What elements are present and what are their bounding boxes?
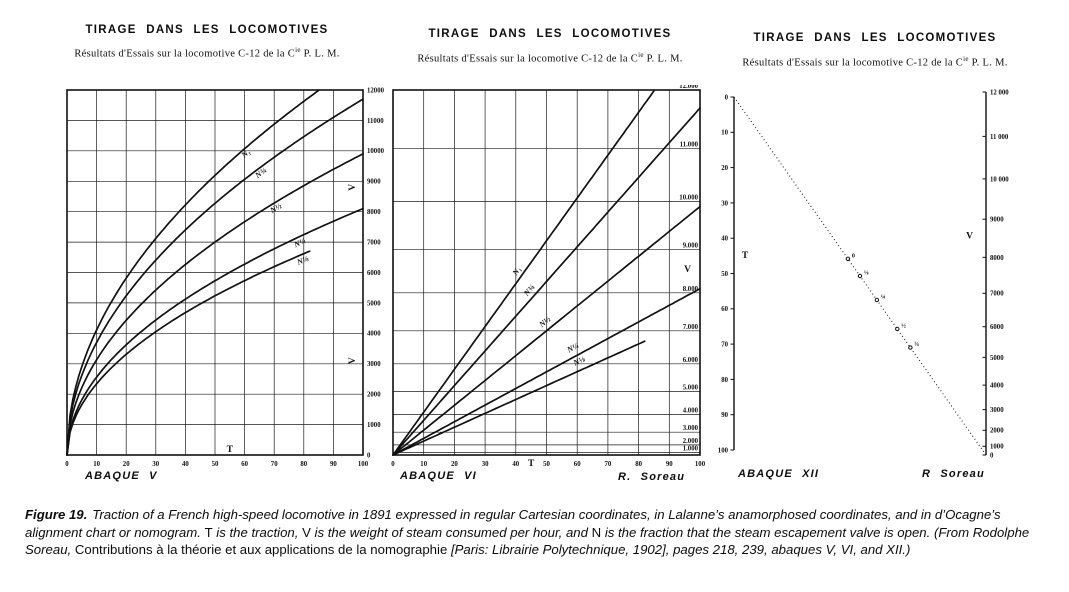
series-label: N¾ (522, 282, 537, 298)
v-tick-label: 0 (990, 452, 994, 460)
v-tick-label: 5000 (990, 354, 1004, 362)
y-tick-label: 10000 (367, 148, 384, 156)
isopleth-point (896, 327, 899, 330)
caption-segment: [Paris: Librairie Polytechnique, 1902], pages 218, 239, abaques V, VI, and XII.) (450, 542, 911, 558)
panel2-subtitle-post: P. L. M. (643, 53, 683, 65)
series-label: N¼ (292, 236, 307, 250)
panel1-subtitle-sup: ie (295, 46, 301, 54)
t-tick-label: 100 (717, 447, 728, 455)
x-axis-label: T (226, 445, 233, 455)
x-tick-label: 40 (182, 461, 189, 468)
x-tick-label: 100 (357, 461, 369, 468)
panel3-footer-label: ABAQUE XII (738, 468, 820, 480)
panel2-subtitle-pre: Résultats d'Essais sur la locomotive C-12 de la C (417, 53, 639, 65)
series-label: N⅛ (295, 253, 311, 267)
t-tick-label: 30 (721, 200, 728, 208)
x-tick-label: 90 (665, 461, 673, 468)
panel1-subtitle-pre: Résultats d'Essais sur la locomotive C-12 de la C (74, 48, 296, 60)
caption-segment: N (591, 524, 602, 540)
series-curve (393, 341, 645, 455)
x-tick-label: 0 (391, 461, 395, 468)
panel1-subtitle (74, 46, 339, 60)
x-tick-label: 60 (241, 461, 248, 468)
panel2-subtitle (417, 51, 682, 65)
isopleth-point (875, 298, 878, 301)
y-tick-label: 2.000 (682, 437, 698, 445)
caption-segment: T (204, 524, 213, 540)
series-label: N₁ (510, 264, 524, 278)
y-tick-label: 4000 (367, 330, 381, 338)
y-tick-label: 10.000 (679, 194, 698, 202)
isopleth-point (846, 257, 849, 260)
caption-segment: Traction of a French high-speed locomotive in 1891 expressed in regular Cartesian coordinates, in Lalanne’s anamorphosed coordinates, and in d’Ocagne’s alignment chart or nomogram. (25, 507, 1001, 540)
series-curve (393, 91, 654, 455)
isopleth-point-label: ¼ (880, 293, 886, 301)
series-label: N₁ (239, 147, 253, 160)
y-tick-label: 4.000 (682, 407, 698, 415)
t-tick-label: 60 (721, 306, 728, 314)
v-tick-label: 4000 (990, 382, 1004, 390)
t-tick-label: 90 (721, 412, 728, 420)
panel1-subtitle-post: P. L. M. (300, 48, 340, 60)
x-tick-label: 30 (152, 461, 160, 468)
v-tick-label: 8000 (990, 254, 1004, 262)
panel1-title: TIRAGE DANS LES LOCOMOTIVES (85, 24, 329, 36)
y-tick-label: 0 (367, 452, 371, 460)
t-tick-label: 40 (721, 235, 728, 243)
panel3-author-label: R Soreau (922, 468, 985, 480)
y-tick-label: 6000 (367, 269, 381, 277)
y-tick-label: 6.000 (682, 356, 698, 364)
y-tick-label: 12000 (367, 87, 384, 95)
y-tick-label: 3000 (367, 361, 381, 369)
caption-segment: V (302, 524, 311, 540)
panel3-subtitle-post: P. L. M. (968, 57, 1008, 69)
y-tick-label: 9.000 (682, 242, 698, 250)
y-tick-label: 12.000 (679, 85, 698, 90)
y-tick-label: 11000 (367, 117, 384, 125)
t-tick-label: 0 (724, 94, 728, 102)
panel3-title: TIRAGE DANS LES LOCOMOTIVES (753, 32, 997, 44)
caption-segment: is the weight of steam consumed per hour, and (310, 524, 592, 540)
x-tick-label: 20 (122, 461, 130, 468)
isopleth-point-label: 0 (851, 252, 855, 260)
caption-segment: is the fraction that the steam escapement valve is open. (From Rodolphe Soreau, (25, 524, 1030, 558)
y-tick-label: 8.000 (682, 285, 698, 293)
x-tick-label: 70 (270, 461, 278, 468)
caption-segment: Figure 19. (25, 507, 88, 522)
panel2-subtitle-sup: ie (638, 51, 644, 59)
v-tick-label: 6000 (990, 324, 1004, 332)
isopleth-point (909, 346, 912, 349)
chart-abaque-vi (385, 85, 715, 485)
chart-abaque-xii (715, 85, 1060, 485)
v-tick-label: 11 000 (990, 133, 1009, 141)
y-axis-label: V (684, 264, 691, 275)
panel2-footer-label: ABAQUE VI (400, 470, 477, 482)
v-axis-label: V (966, 231, 973, 242)
y-axis-label: V (348, 183, 358, 191)
x-tick-label: 80 (300, 461, 308, 468)
caption-segment: is the traction, (212, 524, 303, 540)
x-tick-label: 20 (451, 461, 458, 468)
x-tick-label: 40 (512, 461, 520, 468)
x-tick-label: 50 (543, 461, 550, 468)
isopleth-point (858, 274, 861, 277)
v-tick-label: 10 000 (990, 176, 1009, 184)
x-tick-label: 80 (635, 461, 642, 468)
x-tick-label: 70 (604, 461, 612, 468)
y-tick-label: 1.000 (682, 445, 698, 453)
isopleth-point-label: ½ (901, 322, 906, 330)
x-tick-label: 10 (420, 461, 428, 468)
t-axis-label: T (741, 251, 749, 261)
y-tick-label: 11.000 (679, 141, 698, 149)
panel1-footer-label: ABAQUE V (85, 470, 158, 482)
chart-abaque-v (30, 85, 390, 485)
x-tick-label: 90 (330, 461, 337, 468)
panel3-subtitle (742, 55, 1007, 69)
y-tick-label: 5.000 (682, 384, 698, 392)
t-tick-label: 10 (721, 129, 728, 137)
y-axis-label: V (348, 357, 358, 365)
x-tick-label: 100 (694, 461, 706, 468)
series-label: N¼ (565, 340, 581, 355)
y-tick-label: 2000 (367, 391, 381, 399)
y-tick-label: 3.000 (682, 425, 698, 433)
t-tick-label: 70 (721, 341, 728, 349)
t-tick-label: 80 (721, 376, 728, 384)
x-tick-label: 0 (65, 461, 69, 468)
figure-caption (25, 506, 1049, 559)
v-tick-label: 1000 (990, 443, 1004, 451)
isopleth-point-label: ⅛ (864, 269, 869, 277)
series-label: N½ (268, 201, 284, 216)
y-tick-label: 8000 (367, 209, 381, 217)
y-tick-label: 9000 (367, 178, 381, 186)
x-tick-label: 60 (573, 461, 581, 468)
panel3-subtitle-sup: ie (963, 55, 969, 63)
t-tick-label: 20 (721, 165, 728, 172)
panel2-author-label: R. Soreau (618, 471, 686, 483)
isopleth-point-label: ¾ (914, 341, 920, 349)
y-tick-label: 1000 (367, 422, 381, 429)
y-tick-label: 7.000 (682, 323, 698, 331)
caption-segment: Contributions à la théorie et aux applications de la nomographie (74, 542, 451, 558)
y-tick-label: 5000 (367, 300, 381, 308)
y-tick-label: 7000 (367, 239, 381, 247)
panel2-title: TIRAGE DANS LES LOCOMOTIVES (428, 28, 672, 40)
v-tick-label: 7000 (990, 290, 1004, 298)
v-tick-label: 9000 (990, 216, 1004, 224)
x-axis-label: T (528, 459, 535, 469)
series-label: N¾ (253, 165, 269, 180)
x-tick-label: 50 (211, 461, 219, 468)
v-tick-label: 3000 (990, 407, 1004, 414)
series-label: N½ (537, 314, 553, 330)
panel3-subtitle-pre: Résultats d'Essais sur la locomotive C-12 de la C (742, 57, 964, 69)
series-label: N⅛ (572, 354, 587, 368)
v-tick-label: 12 000 (990, 89, 1009, 97)
x-tick-label: 30 (481, 461, 489, 468)
x-tick-label: 10 (93, 461, 100, 468)
v-tick-label: 2000 (990, 427, 1004, 435)
t-tick-label: 50 (721, 270, 728, 278)
